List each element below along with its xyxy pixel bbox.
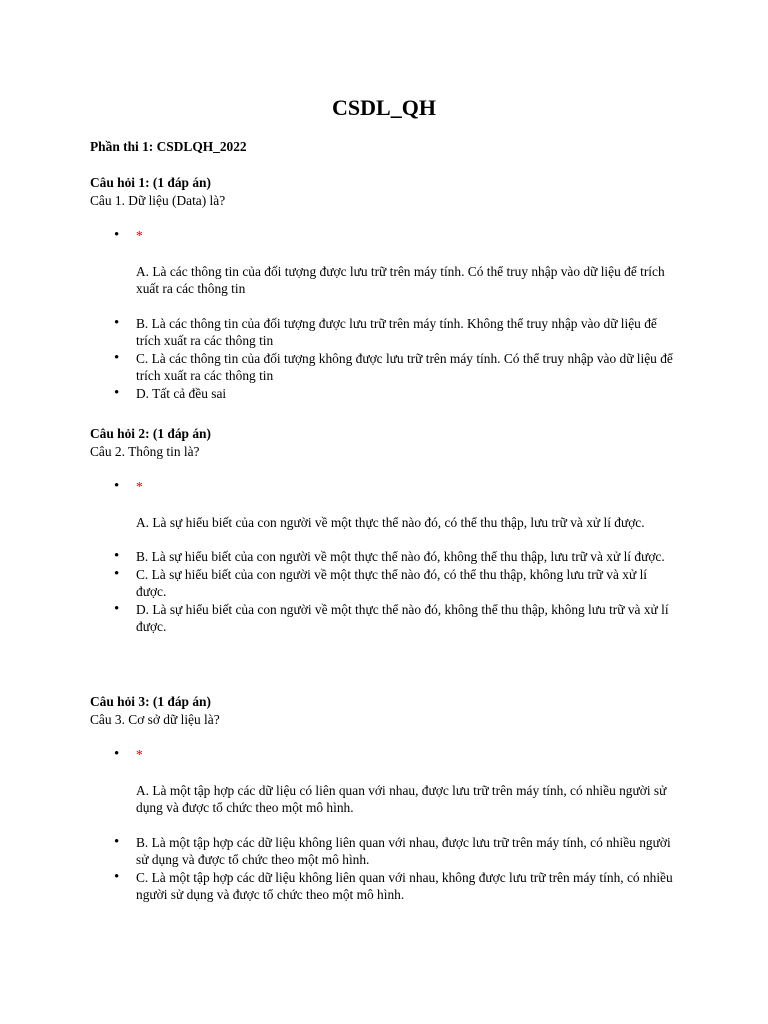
- correct-marker: *: [136, 479, 143, 494]
- answer-item: [90, 601, 680, 636]
- answer-text-a: A. Là sự hiểu biết của con người về một thực thể nào đó, có thể thu thập, lưu trữ và xử lí được.: [136, 514, 645, 530]
- answer-text-d: D. Tất cả đều sai: [136, 385, 227, 401]
- question-text: Câu 2. Thông tin là?: [90, 443, 200, 459]
- question-text: Câu 3. Cơ sở dữ liệu là?: [90, 711, 220, 727]
- question-2: [90, 425, 680, 636]
- question-heading: Câu hỏi 2: (1 đáp án): [90, 426, 211, 441]
- question-text: Câu 1. Dữ liệu (Data) là?: [90, 192, 226, 208]
- question-heading: Câu hỏi 1: (1 đáp án): [90, 175, 211, 190]
- answer-text-b: B. Là các thông tin của đối tượng được lưu trữ trên máy tính. Không thể truy nhập vào dữ liệu để trích xuất ra các thông tin: [136, 315, 657, 348]
- answer-text-c: C. Là các thông tin của đối tượng không được lưu trữ trên máy tính. Có thể truy nhập vào dữ liệu để trích xuất ra các thông tin: [136, 350, 673, 383]
- answer-text-d: D. Là sự hiểu biết của con người về một thực thể nào đó, không thể thu thập, không lưu trữ và xử lí được.: [136, 601, 669, 634]
- answer-item-correct: [90, 478, 680, 531]
- answer-item: [90, 315, 680, 350]
- section-title: Phần thi 1: CSDLQH_2022: [90, 139, 247, 154]
- answer-list: [90, 746, 680, 904]
- answer-text-b: B. Là một tập hợp các dữ liệu không liên quan với nhau, được lưu trữ trên máy tính, có nhiều người sử dụng và được tổ chức theo một mô hình.: [136, 834, 671, 867]
- answer-item: [90, 548, 680, 566]
- answer-item: [90, 350, 680, 385]
- answer-text-c: C. Là một tập hợp các dữ liệu không liên quan với nhau, không được lưu trữ trên máy tính, có nhiều người sử dụng và được tổ chức theo một mô hình.: [136, 869, 673, 902]
- answer-item: [90, 385, 680, 403]
- answer-item: [90, 869, 680, 904]
- answer-item-correct: [90, 746, 680, 817]
- answer-text-a: A. Là các thông tin của đối tượng được lưu trữ trên máy tính. Có thể truy nhập vào dữ liệu để trích xuất ra các thông tin: [136, 263, 665, 296]
- question-1: [90, 174, 680, 402]
- answer-text-b: B. Là sự hiểu biết của con người về một thực thể nào đó, không thể thu thập, lưu trữ và xử lí được.: [136, 549, 665, 564]
- answer-list: [90, 478, 680, 636]
- question-3: [90, 693, 680, 904]
- document-title: CSDL_QH: [332, 95, 436, 120]
- correct-marker: *: [136, 747, 143, 762]
- answer-text-c: C. Là sự hiểu biết của con người về một thực thể nào đó, có thể thu thập, không lưu trữ và xử lí được.: [136, 566, 648, 599]
- answer-item: [90, 566, 680, 601]
- correct-marker: *: [136, 228, 143, 243]
- answer-text-a: A. Là một tập hợp các dữ liệu có liên quan với nhau, được lưu trữ trên máy tính, có nhiều người sử dụng và được tổ chức theo một mô hình.: [136, 782, 667, 815]
- answer-item-correct: [90, 227, 680, 298]
- answer-item: [90, 834, 680, 869]
- answer-list: [90, 227, 680, 402]
- question-heading: Câu hỏi 3: (1 đáp án): [90, 694, 211, 709]
